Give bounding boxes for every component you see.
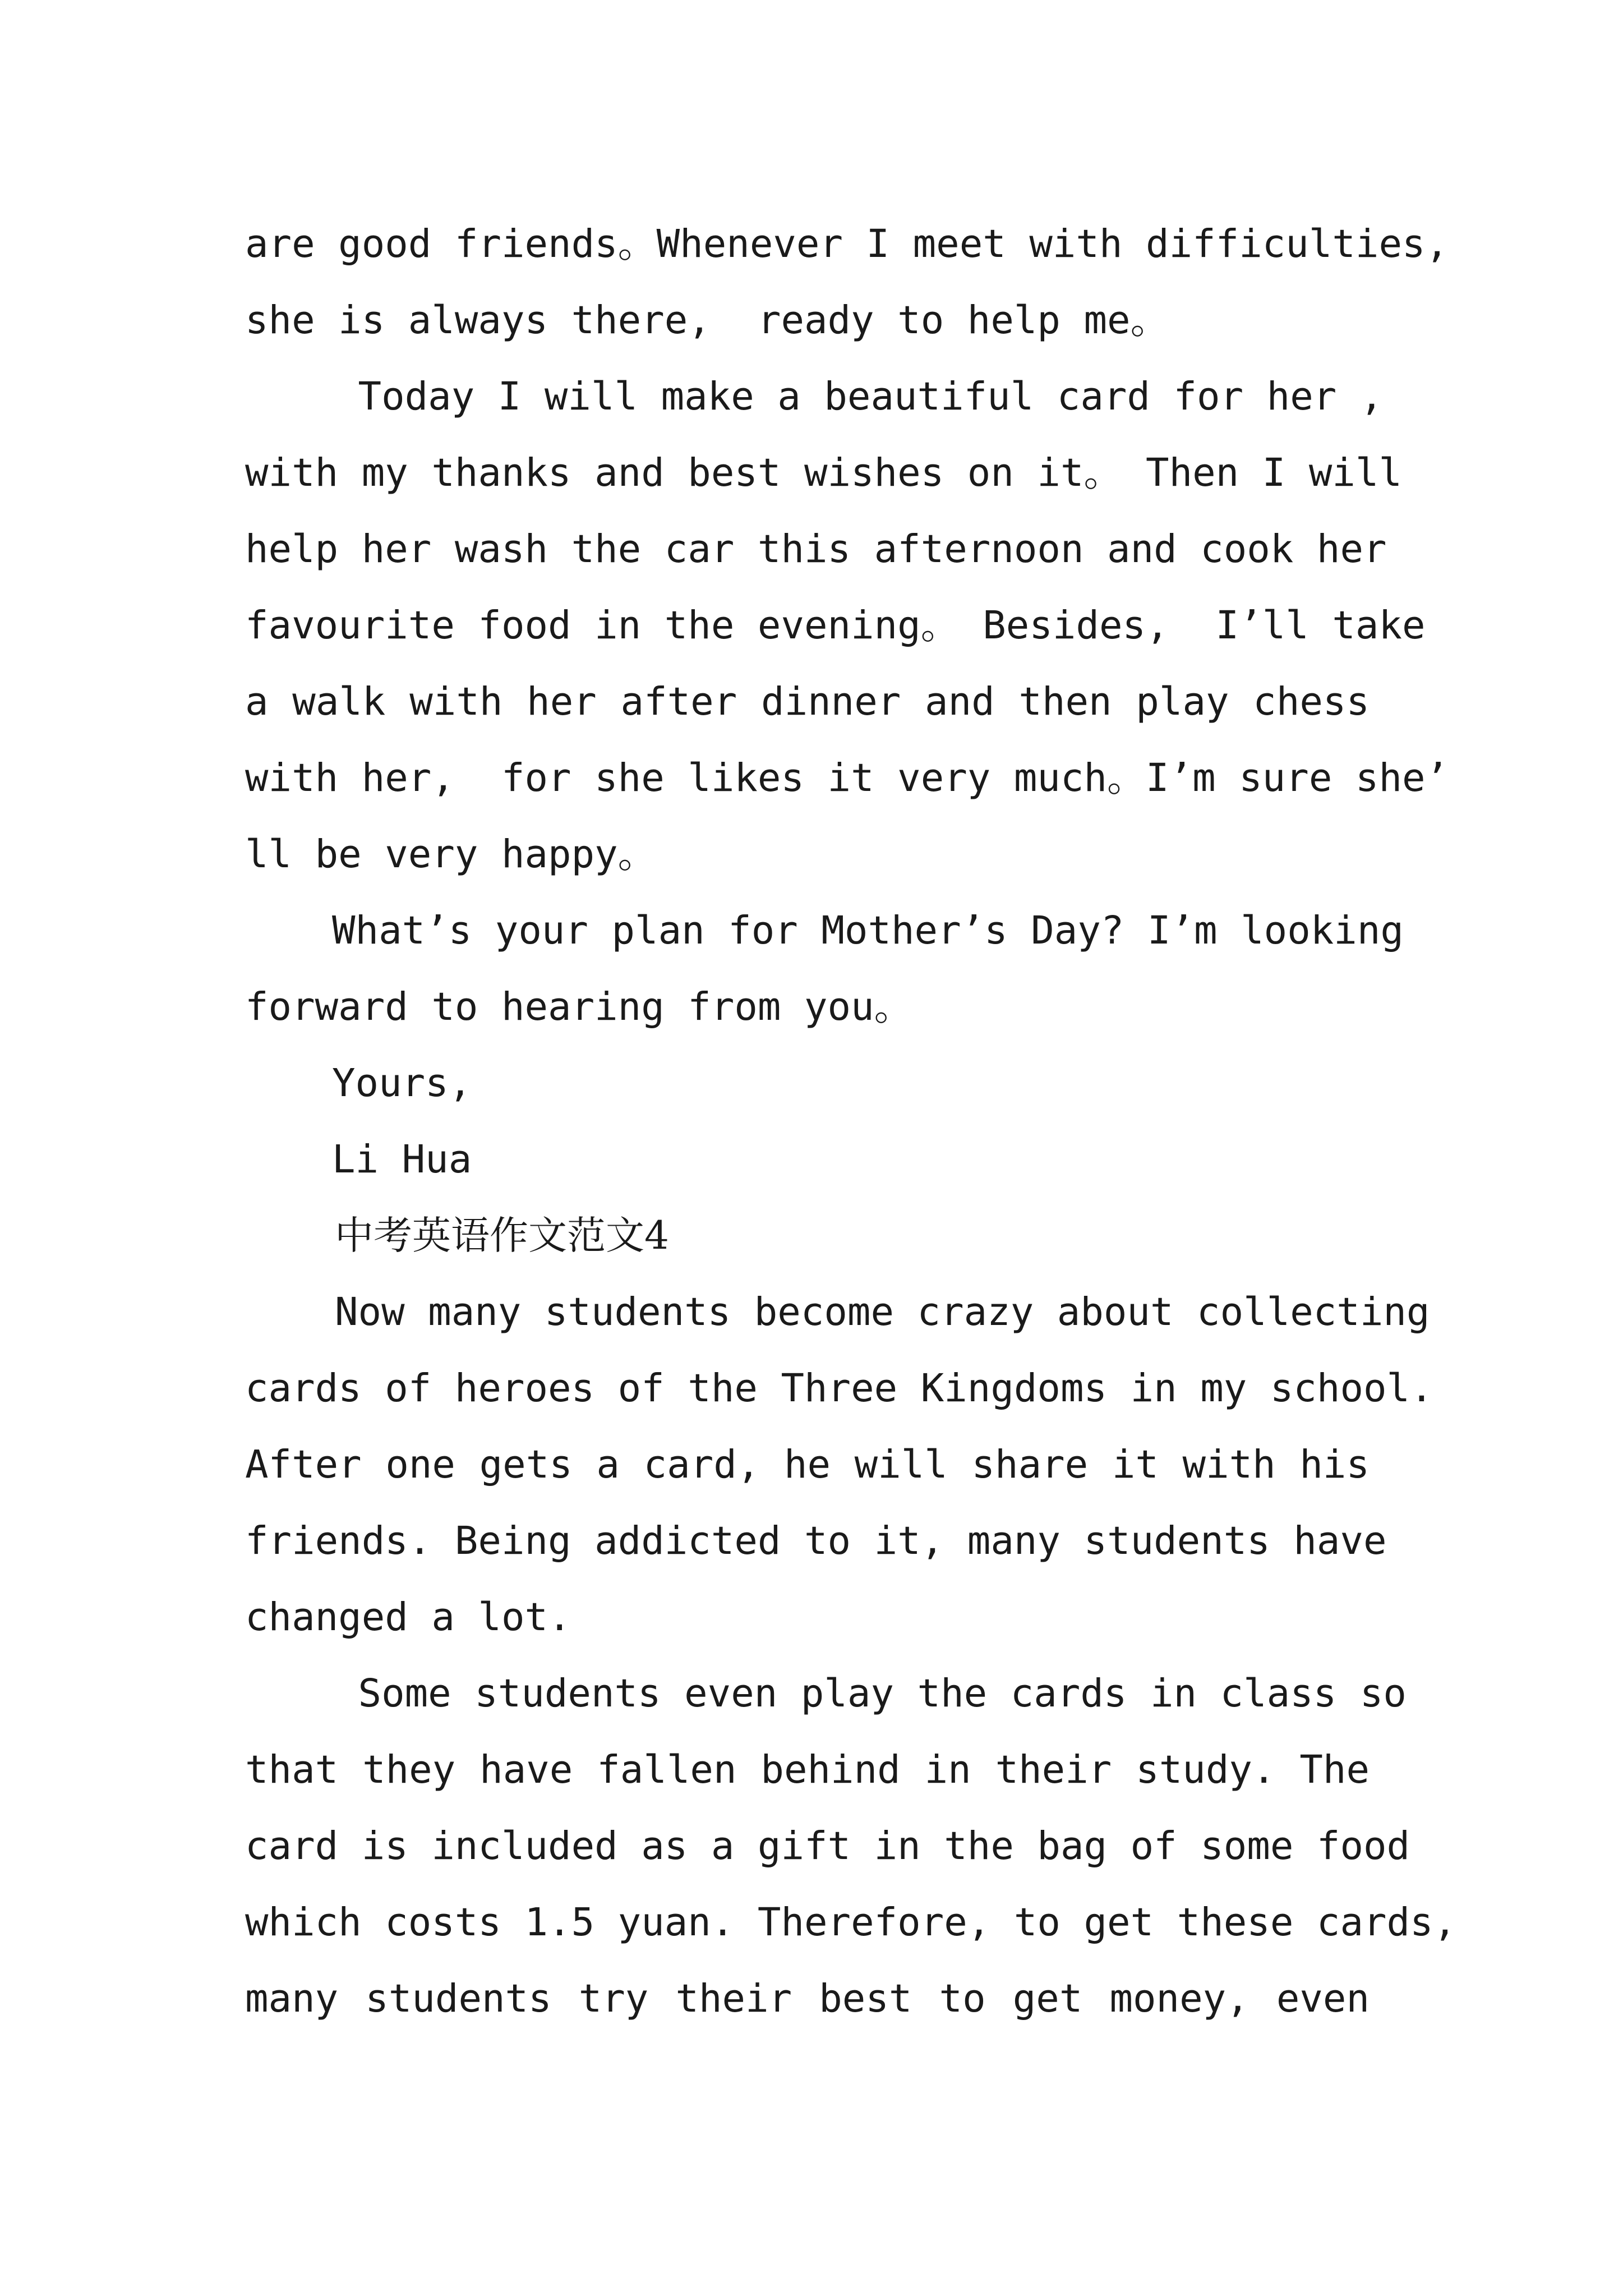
- text-line: card is included as a gift in the bag of some food: [245, 1824, 1410, 1869]
- text-line: forward to hearing from you。: [245, 984, 913, 1029]
- text-line: cards of heroes of the Three Kingdoms in my school.: [245, 1366, 1433, 1411]
- text-line: favourite food in the evening。 Besides, I’ll take: [245, 603, 1426, 648]
- text-line: she is always there, ready to help me。: [245, 298, 1169, 343]
- section-heading: 中考英语作文范文4: [335, 1213, 669, 1258]
- text-line: Now many students become crazy about collecting: [335, 1290, 1430, 1335]
- text-line: help her wash the car this afternoon and cook her: [245, 527, 1387, 572]
- text-line: with my thanks and best wishes on it。 Then I will: [245, 450, 1402, 495]
- text-line: After one gets a card, he will share it with his: [245, 1442, 1370, 1487]
- text-line: changed a lot.: [245, 1595, 571, 1640]
- text-line: ll be very happy。: [245, 832, 657, 877]
- text-line: with her, for she likes it very much。I’m sure she’: [245, 756, 1449, 800]
- text-line: are good friends。Whenever I meet with difficulties,: [245, 222, 1449, 266]
- text-line: What’s your plan for Mother’s Day? I’m looking: [332, 908, 1404, 953]
- text-line: which costs 1.5 yuan. Therefore, to get these cards,: [245, 1900, 1457, 1945]
- text-line: many students try their best to get money, even: [245, 1976, 1370, 2021]
- text-line: Today I will make a beautiful card for her ,: [335, 374, 1384, 419]
- closing-salutation: Yours,: [332, 1061, 472, 1106]
- text-line: Some students even play the cards in class so: [335, 1671, 1407, 1716]
- text-line: friends. Being addicted to it, many students have: [245, 1519, 1387, 1563]
- text-line: a walk with her after dinner and then play chess: [245, 679, 1370, 724]
- signature-name: Li Hua: [332, 1137, 472, 1182]
- text-line: that they have fallen behind in their study. The: [245, 1747, 1370, 1792]
